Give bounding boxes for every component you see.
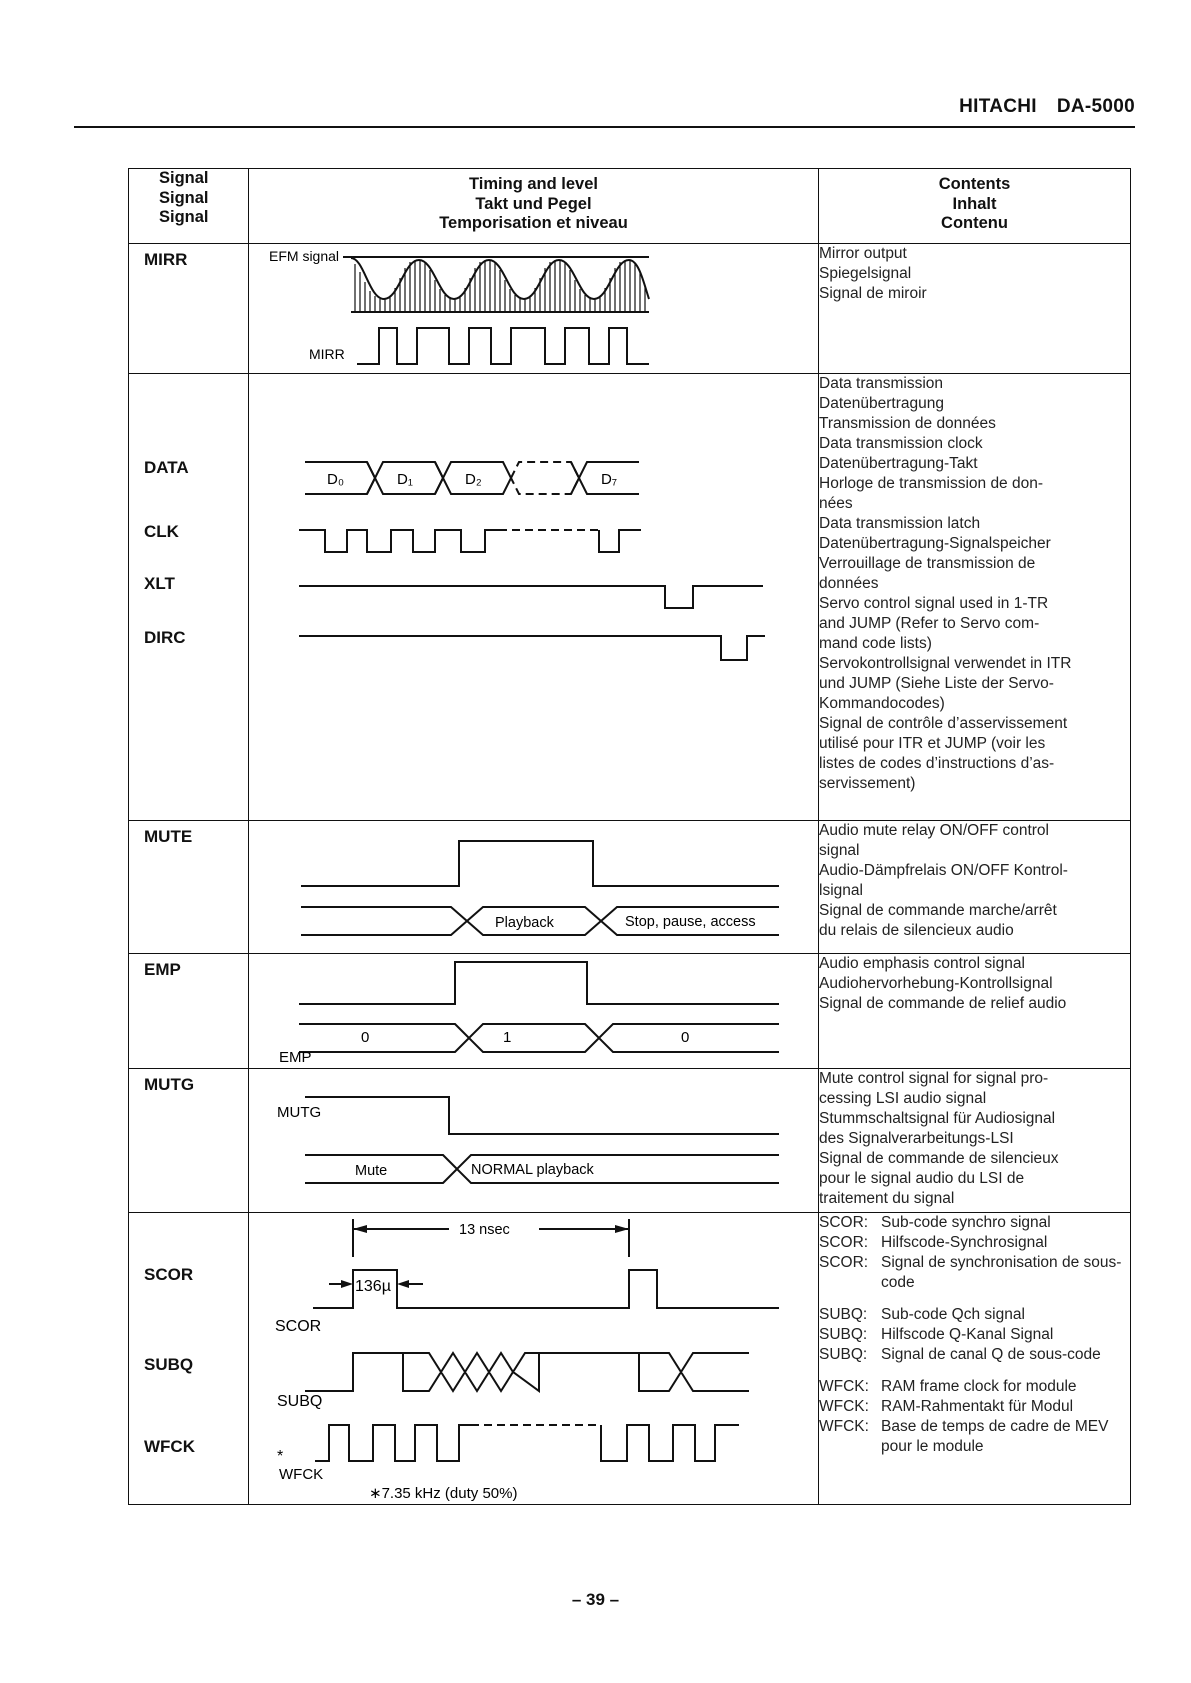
mirr-waveform-label: MIRR <box>309 346 345 362</box>
row-mutg <box>129 1069 1131 1213</box>
wfck-waveform-label: WFCK <box>279 1466 324 1483</box>
mute-timing-diagram <box>249 821 819 952</box>
clk-waveform <box>299 530 641 552</box>
mute-playback-label: Playback <box>495 915 554 931</box>
timing-cell-data <box>249 374 819 821</box>
signal-data: DATA <box>144 458 189 477</box>
wfck-waveform <box>315 1425 739 1461</box>
scor-waveform-label: SCOR <box>275 1318 322 1335</box>
contents-cell-mutg: Mute control signal for signal pro- cessing LSI audio signal Stummschaltsignal für Audiosignal des Signalverarbeitungs-LSI Signal de commande de silencieux pour le signal audio du LSI de traitement du signal <box>819 1069 1131 1213</box>
signal-mutg: MUTG <box>144 1075 195 1094</box>
signal-mirr: MIRR <box>144 250 188 269</box>
signal-scor: SCOR <box>144 1265 194 1284</box>
subq-waveform-label: SUBQ <box>277 1393 323 1410</box>
header-contents: Contents Inhalt Contenu <box>819 169 1131 244</box>
efm-waveform <box>351 257 649 312</box>
table-header-row <box>129 169 1131 244</box>
mirr-timing-diagram <box>249 244 819 372</box>
signal-cell-data <box>129 374 249 821</box>
contents-cell-data: Data transmission Datenübertragung Transmission de données Data transmission clock Datenübertragung-Takt Horloge de transmission de don- nées Data transmission latch Datenübertragung-Signalspeicher Verrouillage de transmission de données Servo control signal used in 1-TR and JUMP (Refer to Servo com- mand code lists) Servokontrollsignal verwendet in ITR und JUMP (Siehe Liste der Servo- Kommandocodes) Signal de contrôle d’asservissement utilisé pour ITR et JUMP (voir les listes de codes d’instructions d’as- servissement) <box>819 374 1131 821</box>
period-label: 13 nsec <box>459 1222 510 1238</box>
width-label: 136µ <box>355 1278 391 1295</box>
emp-state-0b: 0 <box>681 1029 690 1046</box>
header-rule <box>74 126 1135 128</box>
emp-state-bus <box>299 1024 779 1052</box>
brand-name: HITACHI <box>959 96 1037 117</box>
row-scor <box>129 1213 1131 1505</box>
contents-cell-mirr: Mirror output Spiegelsignal Signal de miroir <box>819 244 1131 374</box>
timing-cell-mutg <box>249 1069 819 1213</box>
contents-cell-mute: Audio mute relay ON/OFF control signal Audio-Dämpfrelais ON/OFF Kontrol- lsignal Signal de commande marche/arrêt du relais de silencieux audio <box>819 821 1131 954</box>
wfck-content-line: WFCK: Base de temps de cadre de MEV pour le module <box>819 1418 1109 1455</box>
efm-signal-label: EFM signal <box>269 248 340 264</box>
signal-cell-mirr <box>129 244 249 374</box>
signal-subq: SUBQ <box>144 1355 194 1374</box>
signal-cell-mutg <box>129 1069 249 1213</box>
emp-waveform-label: EMP <box>279 1049 312 1066</box>
scor-content-line: SCOR: Signal de synchronisation de sous-code <box>819 1254 1122 1291</box>
subq-content-line: SUBQ: Signal de canal Q de sous-code <box>819 1346 1101 1363</box>
mutg-waveform-label: MUTG <box>277 1104 322 1121</box>
row-mute <box>129 821 1131 954</box>
signal-dirc: DIRC <box>144 628 186 647</box>
mutg-waveform <box>305 1097 779 1134</box>
document-header <box>959 96 1135 118</box>
scor-content-line: SCOR: Hilfscode-Synchrosignal <box>819 1234 1048 1251</box>
emp-waveform <box>299 962 779 1004</box>
mute-waveform <box>301 841 779 886</box>
signal-xlt: XLT <box>144 574 175 593</box>
signal-cell-emp <box>129 954 249 1069</box>
subq-waveform <box>305 1353 749 1391</box>
bit-d1: D₁ <box>397 471 413 488</box>
signal-clk: CLK <box>144 522 179 541</box>
mute-stop-label: Stop, pause, access <box>625 914 756 930</box>
data-timing-diagram <box>249 374 819 819</box>
mutg-normal-label: NORMAL playback <box>471 1162 594 1178</box>
bit-d7: D₇ <box>601 471 617 488</box>
scor-timing-diagram <box>249 1213 819 1503</box>
emp-state-0a: 0 <box>361 1029 370 1046</box>
signal-emp: EMP <box>144 960 181 979</box>
wfck-note: ∗7.35 kHz (duty 50%) <box>369 1485 518 1502</box>
mutg-timing-diagram <box>249 1069 819 1211</box>
timing-cell-emp <box>249 954 819 1069</box>
row-data <box>129 374 1131 821</box>
signal-wfck: WFCK <box>144 1437 195 1456</box>
timing-cell-mirr <box>249 244 819 374</box>
model-name: DA-5000 <box>1056 96 1135 117</box>
bit-d2: D₂ <box>465 471 482 488</box>
subq-content-line: SUBQ: Sub-code Qch signal <box>819 1306 1025 1323</box>
header-signal: Signal Signal Signal <box>129 169 249 244</box>
timing-cell-mute <box>249 821 819 954</box>
mutg-mute-label: Mute <box>355 1163 388 1179</box>
timing-cell-scor <box>249 1213 819 1505</box>
contents-cell-scor <box>819 1213 1131 1505</box>
signal-cell-scor <box>129 1213 249 1505</box>
mirr-square-wave <box>357 328 649 364</box>
row-mirr <box>129 244 1131 374</box>
signal-table <box>128 168 1131 1505</box>
signal-mute: MUTE <box>144 827 193 846</box>
page-number: – 39 – <box>571 1590 620 1609</box>
emp-timing-diagram <box>249 954 819 1067</box>
subq-content-line: SUBQ: Hilfscode Q-Kanal Signal <box>819 1326 1054 1343</box>
xlt-waveform <box>299 586 763 608</box>
contents-cell-emp: Audio emphasis control signal Audiohervorhebung-Kontrollsignal Signal de commande de relief audio <box>819 954 1131 1069</box>
bit-d0: D₀ <box>327 471 345 488</box>
scor-content-line: SCOR: Sub-code synchro signal <box>819 1214 1051 1231</box>
wfck-content-line: WFCK: RAM frame clock for module <box>819 1378 1077 1395</box>
dirc-waveform <box>299 636 765 660</box>
wfck-star: * <box>277 1448 284 1465</box>
signal-cell-mute <box>129 821 249 954</box>
emp-state-1: 1 <box>503 1029 512 1046</box>
wfck-content-line: WFCK: RAM-Rahmentakt für Modul <box>819 1398 1074 1415</box>
row-emp <box>129 954 1131 1069</box>
header-timing: Timing and level Takt und Pegel Temporisation et niveau <box>249 169 819 244</box>
